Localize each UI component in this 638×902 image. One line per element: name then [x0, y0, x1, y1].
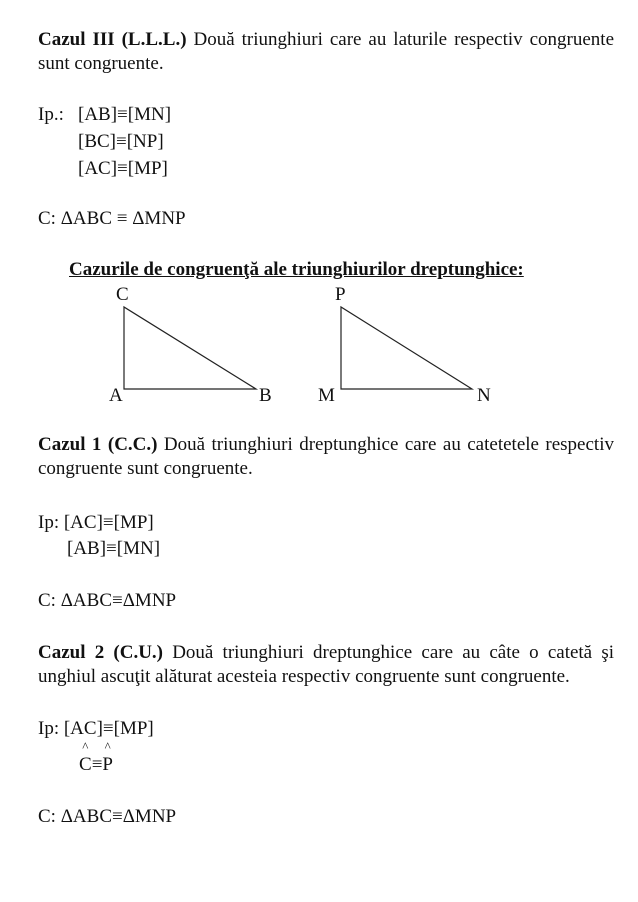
case3-ip-line-3: [AC]≡[MP]	[78, 158, 168, 179]
vertex-a-label: A	[109, 385, 123, 406]
vertex-m-label: M	[318, 385, 335, 406]
right-triangles-heading: Cazurile de congruenţă ale triunghiurilor dreptunghice:	[69, 259, 524, 280]
case2-ip-line: Ip: [AC]≡[MP]	[38, 718, 154, 739]
case2-paragraph	[38, 641, 614, 689]
case2-text: Două triunghiuri dreptunghice care au câte o catetă şi unghiul ascuţit alăturat acesteia respectiv congruente sunt congruente.	[38, 642, 614, 687]
case1-conclusion: C: ΔABC≡ΔMNP	[38, 590, 177, 611]
hat-icon: ^	[82, 739, 89, 754]
case2-conclusion: C: ΔABC≡ΔMNP	[38, 806, 177, 827]
vertex-p-label: P	[335, 284, 346, 305]
case1-paragraph	[38, 433, 614, 481]
case3-conclusion: C: ΔABC ≡ ΔMNP	[38, 208, 186, 229]
case3-title: Cazul III (L.L.L.)	[38, 29, 187, 50]
case1-ip-line-1: Ip: [AC]≡[MP]	[38, 512, 154, 533]
case3-ip-label: Ip.:	[38, 104, 64, 125]
angle-p-label: P	[102, 754, 113, 775]
case2-title: Cazul 2 (C.U.)	[38, 642, 163, 663]
case3-ip-line-1: [AB]≡[MN]	[78, 104, 172, 125]
angle-p-hat	[102, 739, 113, 777]
vertex-c-label: C	[116, 284, 129, 305]
angle-c-hat	[79, 739, 92, 777]
angle-c-label: C	[79, 754, 92, 775]
case1-ip-line-2: [AB]≡[MN]	[67, 538, 161, 559]
case3-text: Două triunghiuri care au laturile respectiv congruente sunt congruente.	[38, 29, 615, 74]
triangle-mnp	[341, 307, 472, 389]
vertex-n-label: N	[477, 385, 491, 406]
angle-eq-sign: ≡	[91, 754, 103, 775]
case1-text: Două triunghiuri dreptunghice care au catetetele respectiv congruente sunt congruente.	[38, 434, 614, 479]
triangle-abc	[124, 307, 256, 389]
case2-angle-congruence	[79, 739, 113, 777]
case1-title: Cazul 1 (C.C.)	[38, 434, 158, 455]
vertex-b-label: B	[259, 385, 272, 406]
hat-icon: ^	[104, 739, 111, 754]
case3-ip-line-2: [BC]≡[NP]	[78, 131, 164, 152]
case3-paragraph	[38, 28, 614, 76]
